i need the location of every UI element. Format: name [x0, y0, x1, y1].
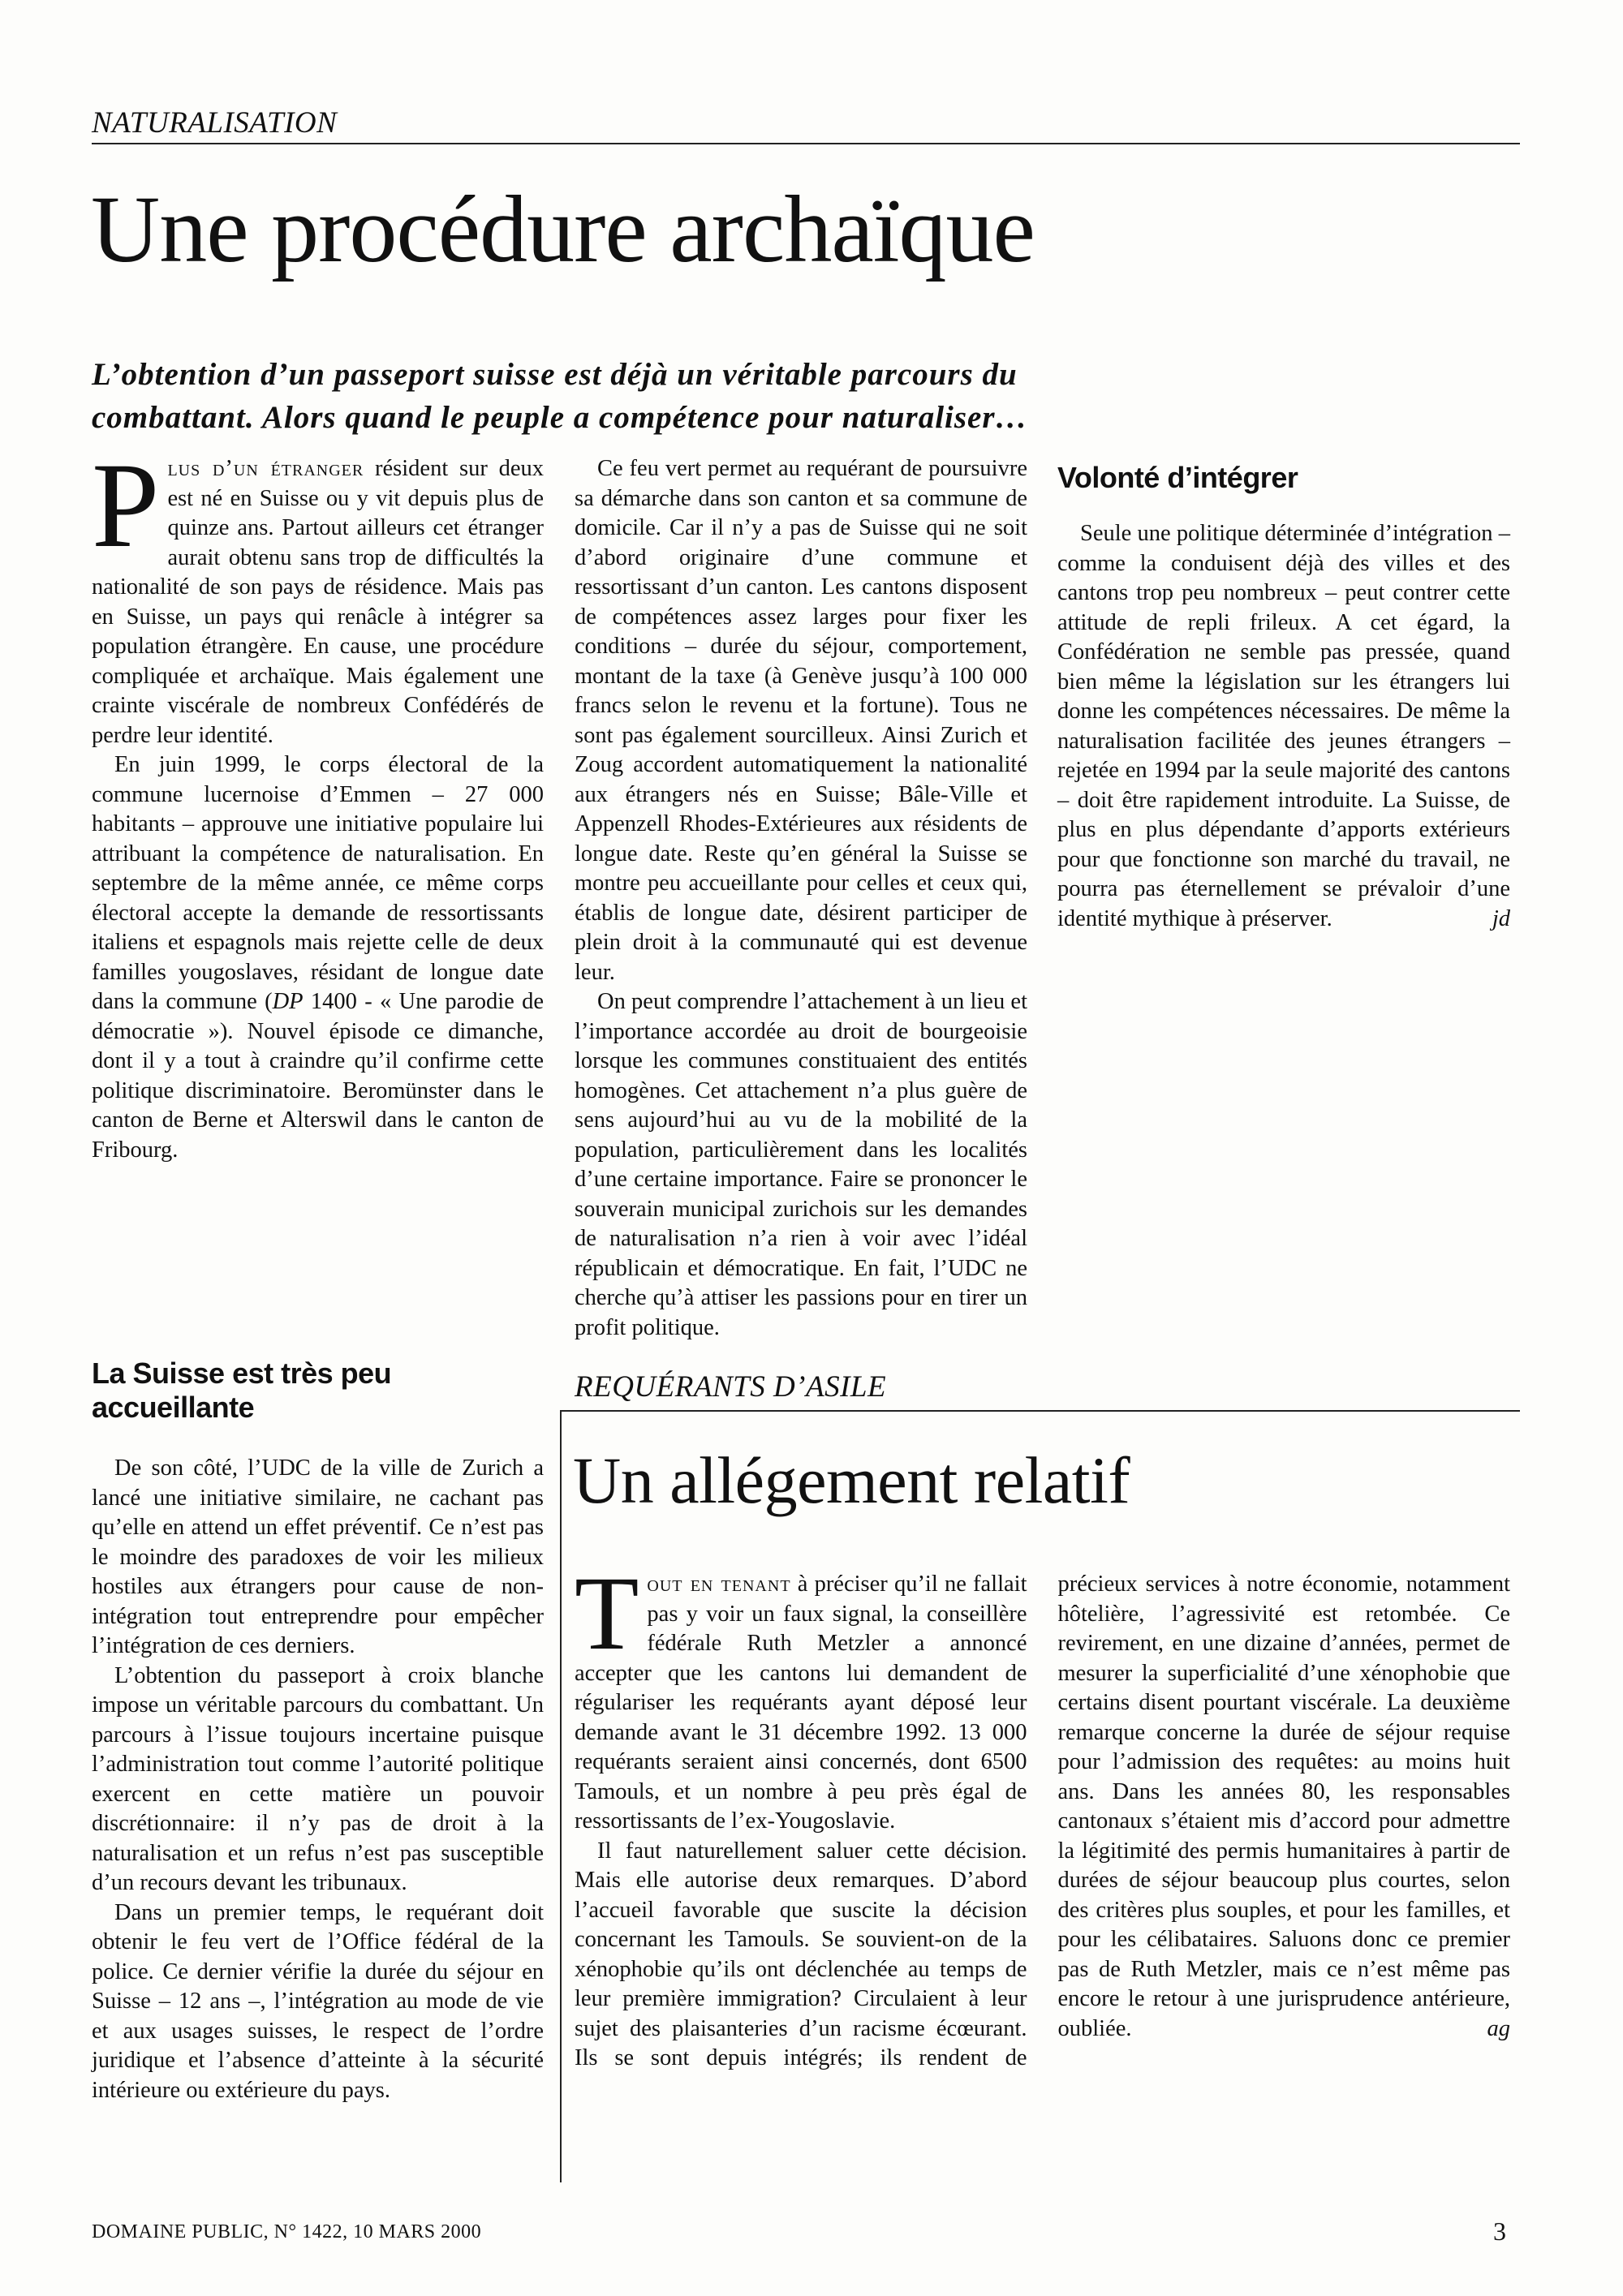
- section-rubric-asile: REQUÉRANTS D’ASILE: [575, 1370, 887, 1404]
- column-divider: [560, 1412, 562, 2182]
- lead-line-2: combattant. Alors quand le peuple a compétence pour naturaliser…: [92, 400, 1028, 435]
- paragraph-text: résident sur deux est né en Suisse ou y vit depuis plus de quinze ans. Partout ailleurs cet étranger aurait obtenu sans trop de difficultés la nationalité de son pays de résidence. Mais pas en Suisse, un pays qui renâcle à intégrer sa population étrangère. En cause, une procédure compliquée et archaïque. Mais également une crainte viscérale de nombreux Confédérés de perdre leur identité.: [92, 456, 545, 748]
- publication-footer: DOMAINE PUBLIC, N° 1422, 10 MARS 2000: [92, 2221, 482, 2242]
- article1-paragraph-1: [92, 438, 545, 750]
- subheading-suisse-accueillante: La Suisse est très peu accueillante: [92, 1357, 392, 1424]
- article2-body: [575, 1555, 1510, 2174]
- section-rubric: NATURALISATION: [92, 106, 338, 140]
- article2-rule: [560, 1410, 1520, 1412]
- author-signature: ag: [1487, 2015, 1510, 2041]
- drop-cap: T: [575, 1555, 639, 1672]
- lead-line-1: L’obtention d’un passeport suisse est déjà un véritable parcours du: [92, 357, 1018, 392]
- paragraph-text: 1400 - « Une parodie de démocratie »). Nouvel épisode ce dimanche, dont il y a tout à craindre qu’il confirme cette politique discriminatoire. Beromünster dans le canton de Berne et Alterswil dans le canton de Fribourg.: [92, 989, 544, 1163]
- opening-words: out en tenant: [647, 1572, 791, 1597]
- article2-paragraph-1: [575, 1555, 1027, 1837]
- article1-paragraph-8: [1057, 519, 1510, 934]
- paragraph-text: Seule une politique déterminée d’intégration – comme la conduisent déjà des villes et des cantons trop peu nombreux – peut contrer cette attitude de repli frileux. A cet égard, la Confédération ne semble pas pressée, quand bien même la législation sur les étrangers lui donne les compétences nécessaires. De même la naturalisation facilitée des jeunes étrangers – rejetée en 1994 par la seule majorité des cantons – doit être rapidement introduite. La Suisse, de plus en plus dépendante d’apports extérieurs pour que fonctionne son marché du travail, ne pourra pas éternellement se prévaloir d’une identité mythique à préserver.: [1057, 521, 1510, 931]
- article1-paragraph-3: De son côté, l’UDC de la ville de Zurich a lancé une initiative similaire, ne cachant pas qu’elle en attend un effet préventif. Ce n’est pas le moindre des paradoxes de voir les milieux hostiles aux étrangers pour cause de non-intégration tout entreprendre pour empêcher l’intégration de ces derniers.: [92, 1455, 544, 1658]
- article1-column-2: [575, 454, 1027, 1340]
- article1-paragraph-4: L’obtention du passeport à croix blanche impose un véritable parcours du combattant. Un parcours à l’issue toujours incertaine puisque l’administration tout comme l’autorité politique exercent en cette matière un pouvoir discrétionnaire: il n’y pas de droit à la naturalisation et un refus n’est pas susceptible d’un recours devant les tribunaux.: [92, 1662, 544, 1895]
- opening-words: lus d’un étranger: [167, 456, 364, 481]
- article1-paragraph-6: Ce feu vert permet au requérant de poursuivre sa démarche dans son canton et sa commune de domicile. Car il n’y a pas de Suisse qui ne soit d’abord originaire d’une commune et ressortissant d’un canton. Les cantons disposent de compétences assez larges pour fixer les conditions – durée du séjour, comportement, montant de la taxe (à Genève jusqu’à 100 000 francs selon le revenu et la fortune). Tous ne sont pas également sourcilleux. Ainsi Zurich et Zoug accordent automatiquement la nationalité aux étrangers nés en Suisse; Bâle-Ville et Appenzell Rhodes-Extérieures aux résidents de longue date. Reste qu’en général la Suisse se montre peu accueillante pour celles et ceux qui, établis de longue date, désirent participer de plein droit à la communauté qui est devenue leur.: [575, 456, 1027, 985]
- article-lead: [92, 353, 1520, 439]
- author-signature: jd: [1492, 905, 1510, 931]
- article1-paragraph-7: On peut comprendre l’attachement à un lieu et l’importance accordée au droit de bourgeoisie lorsque les communes constituaient des entités homogènes. Cet attachement n’a plus guère de sens aujourd’hui au vu de la mobilité de la population, particulièrement dans les localités d’une certaine importance. Faire se prononcer le souverain municipal zurichois sur les demandes de naturalisation n’a rien à voir avec l’idéal républicain et démocratique. En fait, l’UDC ne cherche qu’à attiser les passions pour en tirer un profit politique.: [575, 989, 1027, 1340]
- subheading-volonte-integrer: Volonté d’intégrer: [1057, 461, 1298, 494]
- page-number: 3: [1493, 2216, 1506, 2246]
- article1-column-3: [1057, 454, 1510, 1326]
- article-title: Une procédure archaïque: [91, 176, 1035, 282]
- paragraph-text: à préciser qu’il ne fallait pas y voir un faux signal, la conseillère fédérale Ruth Metzler a annoncé accepter que les cantons lui demandent de régulariser les requérants ayant déposé leur demande avant le 31 décembre 1992. 13 000 requérants seraient ainsi concernés, dont 6500 Tamouls, et un nombre à peu près égal de ressortissants de l’ex-Yougoslavie.: [575, 1572, 1027, 1834]
- article1-paragraph-2: [92, 750, 544, 1165]
- paragraph-text: En juin 1999, le corps électoral de la commune lucernoise d’Emmen – 27 000 habitants – approuve une initiative populaire lui attribuant la compétence de naturalisation. En septembre de la même année, ce même corps électoral accepte la demande de ressortissants italiens et espagnols mais rejette celle de deux familles yougoslaves, résidant de longue date dans la commune (: [92, 752, 544, 1014]
- article1-paragraph-5: Dans un premier temps, le requérant doit obtenir le feu vert de l’Office fédéral de la police. Ce dernier vérifie la durée du séjour en Suisse – 12 ans –, l’intégration au mode de vie et aux usages suisses, le respect de l’ordre juridique et l’absence d’atteinte à la sécurité intérieure ou extérieure du pays.: [92, 1899, 544, 2103]
- drop-cap: P: [92, 438, 160, 573]
- paragraph-text: Il faut naturellement saluer cette décision. Mais elle autorise deux remarques. D’abord l’accueil favorable que suscite la décision concernant les Tamouls. Se souvient-on de la xénophobie qu’ils ont déclenchée au temps de leur première immigration? Circulaient à leur sujet des plaisanteries d’un racisme écœurant. Ils se sont depuis intégrés; ils rendent de précieux services à notre économie, notamment hôtelière, l’agressivité est retombée. Ce revirement, en une dizaine d’années, permet de mesurer la superficialité d’une xénophobie que certains disent pourtant viscérale. La deuxième remarque concerne la durée de séjour requise pour l’admission des requêtes: au moins huit ans. Dans les années 80, les responsables cantonaux s’étaient mis d’accord pour admettre la légitimité des permis humanitaires à partir de durées de séjour beaucoup plus courtes, selon des critères plus souples, et pour les familles, et pour les célibataires. Saluons donc ce premier pas de Ruth Metzler, mais ce n’est même pas encore le retour à une jurisprudence antérieure, oubliée.: [575, 1572, 1510, 2070]
- article2-title: Un allégement relatif: [573, 1443, 1130, 1517]
- article1-column-1: [92, 438, 545, 1322]
- article1-column-1-lower: [92, 1357, 544, 2172]
- header-rule: [92, 143, 1520, 144]
- dp-reference: DP: [272, 989, 304, 1014]
